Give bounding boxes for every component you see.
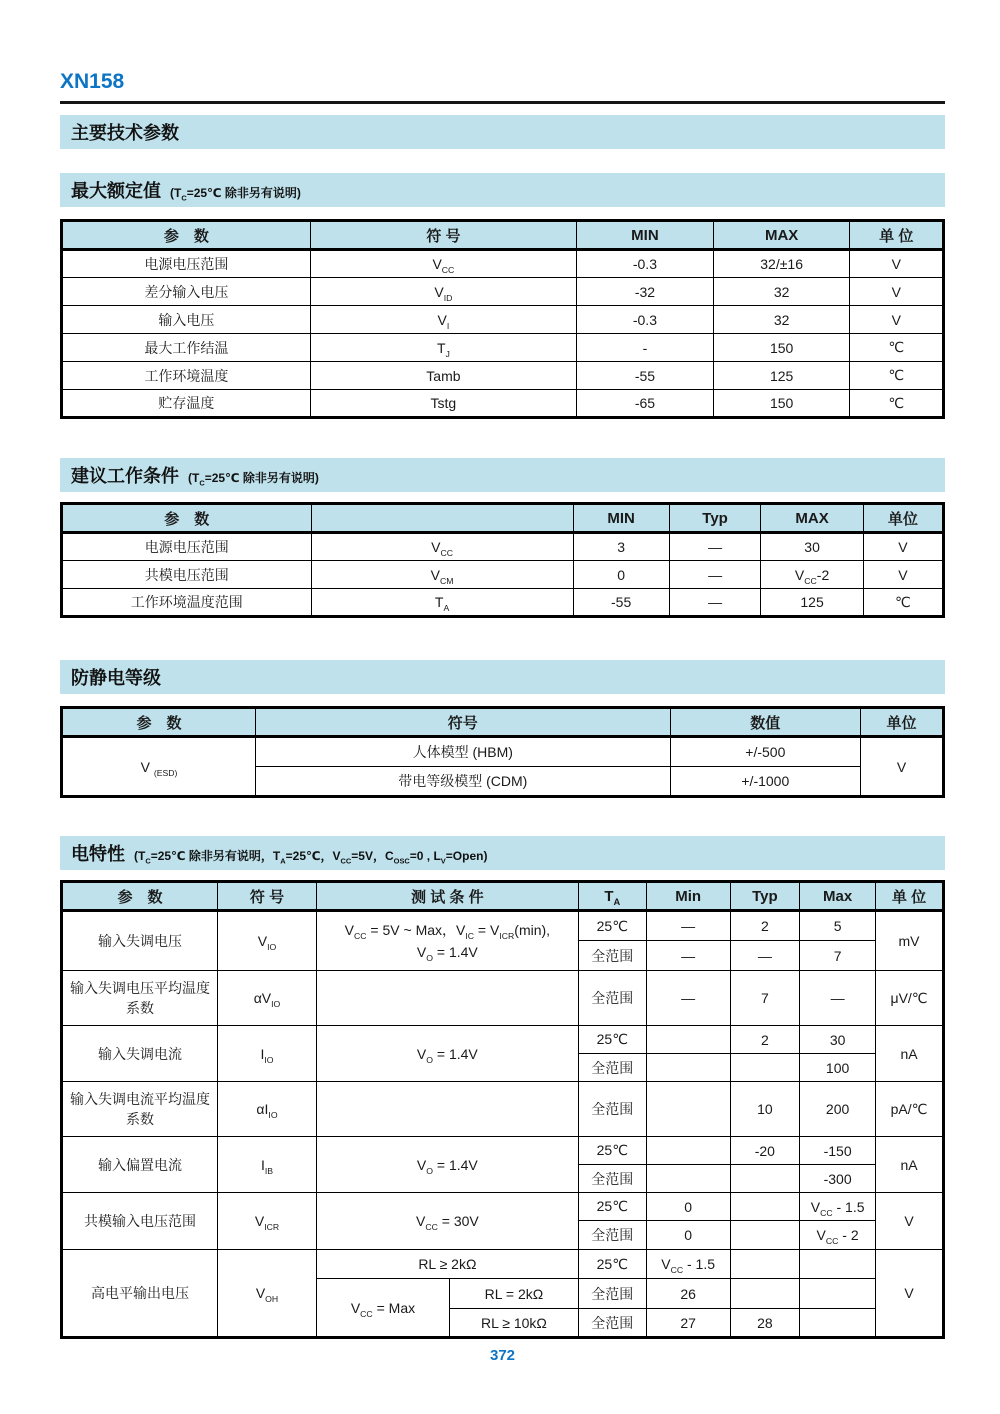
- page-title: XN158: [60, 70, 125, 93]
- table-row: [62, 737, 944, 767]
- unit-cell: V: [850, 278, 944, 306]
- section-title: 最大额定值: [71, 181, 161, 201]
- param-cell: 共模输入电压范围: [62, 1193, 218, 1250]
- symbol-cell: Tstg: [310, 390, 576, 418]
- unit-cell: μV/℃: [876, 971, 944, 1026]
- section-rec-conditions: [60, 458, 945, 492]
- ta-cell: 25℃: [578, 1193, 646, 1221]
- table-header-row: [62, 221, 944, 250]
- min-cell: 27: [646, 1309, 730, 1338]
- typ-cell: 2: [730, 1026, 800, 1054]
- min-cell: -0.3: [577, 250, 714, 278]
- min-cell: [646, 1054, 730, 1082]
- ta-cell: 25℃: [578, 1250, 646, 1279]
- max-ratings-table: [60, 219, 945, 419]
- header-param: 参 数: [62, 221, 311, 250]
- table-row: [62, 1250, 944, 1279]
- ta-cell: 全范围: [578, 971, 646, 1026]
- min-cell: -55: [577, 362, 714, 390]
- min-cell: —: [646, 911, 730, 941]
- symbol-cell: $I_{IB}$: [218, 1137, 317, 1193]
- table-row: [62, 390, 944, 418]
- table-row: [62, 1193, 944, 1221]
- max-cell: 150: [713, 334, 850, 362]
- min-cell: 0: [646, 1193, 730, 1221]
- symbol-cell: Tamb: [310, 362, 576, 390]
- unit-cell: ℃: [863, 589, 943, 617]
- table-header-row: [62, 504, 944, 533]
- table-header-row: [62, 882, 944, 911]
- page-number: 372: [489, 1347, 516, 1364]
- min-cell: -55: [573, 589, 669, 617]
- max-cell: [800, 1309, 876, 1338]
- table-row: [62, 1026, 944, 1054]
- symbol-cell: $V_{CC}$: [311, 533, 573, 561]
- header-symbol: 符号: [256, 708, 671, 737]
- min-cell: 26: [646, 1279, 730, 1309]
- condition-cell: [316, 911, 578, 971]
- symbol-cell: $\alpha I_{IO}$: [218, 1082, 317, 1137]
- table-row: [62, 589, 944, 617]
- param-cell: 工作环境温度范围: [62, 589, 312, 617]
- unit-cell: ℃: [850, 390, 944, 418]
- header-unit: 单 位: [876, 882, 944, 911]
- param-cell: 输入偏置电流: [62, 1137, 218, 1193]
- elec-characteristics-table: [60, 880, 945, 1339]
- condition-left-cell: $V_{CC}$ = Max: [316, 1279, 449, 1338]
- table-row: [62, 1082, 944, 1137]
- min-cell: [646, 1137, 730, 1165]
- table-row: [62, 533, 944, 561]
- section-title: 电特性: [71, 844, 125, 864]
- param-cell: V $_{(ESD)}$: [62, 737, 256, 797]
- unit-cell: nA: [876, 1026, 944, 1082]
- min-cell: [646, 1165, 730, 1193]
- ta-cell: 全范围: [578, 1082, 646, 1137]
- max-cell: -150: [800, 1137, 876, 1165]
- min-cell: [646, 1082, 730, 1137]
- header-value: 数值: [670, 708, 861, 737]
- header-test-condition: 测 试 条 件: [316, 882, 578, 911]
- typ-cell: [730, 1221, 800, 1250]
- min-cell: 0: [573, 561, 669, 589]
- min-cell: [646, 1026, 730, 1054]
- header-unit: 单位: [861, 708, 944, 737]
- param-cell: 输入失调电流: [62, 1026, 218, 1082]
- section-elec: [60, 836, 945, 870]
- header-max: Max: [800, 882, 876, 911]
- param-cell: 差分输入电压: [62, 278, 311, 306]
- model-cell: 人体模型 (HBM): [256, 737, 671, 767]
- max-cell: $V_{CC} - 2$: [800, 1221, 876, 1250]
- section-title: 防静电等级: [71, 668, 161, 688]
- typ-cell: 10: [730, 1082, 800, 1137]
- condition-right-cell: RL ≥ 10kΩ: [450, 1309, 579, 1338]
- ta-cell: 25℃: [578, 1026, 646, 1054]
- header-blank: [311, 504, 573, 533]
- header-max: MAX: [713, 221, 850, 250]
- param-cell: 工作环境温度: [62, 362, 311, 390]
- condition-cell: RL ≥ 2kΩ: [316, 1250, 578, 1279]
- condition-cell: [316, 1082, 578, 1137]
- header-param: 参 数: [62, 882, 218, 911]
- section-note: ($T_C=25℃$ 除非另有说明): [170, 186, 301, 203]
- ta-cell: 全范围: [578, 1221, 646, 1250]
- max-cell: 125: [713, 362, 850, 390]
- typ-cell: [730, 1250, 800, 1279]
- param-cell: 输入失调电压: [62, 911, 218, 971]
- typ-cell: -20: [730, 1137, 800, 1165]
- max-cell: 30: [800, 1026, 876, 1054]
- symbol-cell: $V_{IO}$: [218, 911, 317, 971]
- max-cell: -300: [800, 1165, 876, 1193]
- typ-cell: —: [669, 533, 761, 561]
- param-cell: 输入失调电流平均温度系数: [62, 1082, 218, 1137]
- max-cell: $V_{CC}-2$: [761, 561, 863, 589]
- min-cell: —: [646, 971, 730, 1026]
- typ-cell: [730, 1054, 800, 1082]
- rec-conditions-table: [60, 502, 945, 618]
- value-cell: +/-500: [670, 737, 861, 767]
- section-max-ratings: [60, 173, 945, 207]
- header-unit: 单 位: [850, 221, 944, 250]
- param-cell: 输入电压: [62, 306, 311, 334]
- header-typ: Typ: [730, 882, 800, 911]
- condition-cell: $V_O = 1.4V$: [316, 1137, 578, 1193]
- symbol-cell: $V_{ID}$: [310, 278, 576, 306]
- param-cell: 共模电压范围: [62, 561, 312, 589]
- table-row: [62, 334, 944, 362]
- ta-cell: 全范围: [578, 1309, 646, 1338]
- param-cell: 贮存温度: [62, 390, 311, 418]
- param-cell: 高电平输出电压: [62, 1250, 218, 1338]
- header-param: 参 数: [62, 504, 312, 533]
- ta-cell: 25℃: [578, 1137, 646, 1165]
- unit-cell: mV: [876, 911, 944, 971]
- table-row: [62, 561, 944, 589]
- typ-cell: 7: [730, 971, 800, 1026]
- section-title: 主要技术参数: [71, 123, 179, 143]
- min-cell: -: [577, 334, 714, 362]
- unit-cell: ℃: [850, 362, 944, 390]
- min-cell: 3: [573, 533, 669, 561]
- header-ta: $T_A$: [578, 882, 646, 911]
- ta-cell: 全范围: [578, 1279, 646, 1309]
- ta-cell: 全范围: [578, 941, 646, 971]
- max-cell: 100: [800, 1054, 876, 1082]
- header-max: MAX: [761, 504, 863, 533]
- min-cell: —: [646, 941, 730, 971]
- esd-table: [60, 706, 945, 798]
- max-cell: 32: [713, 278, 850, 306]
- ta-cell: 25℃: [578, 911, 646, 941]
- unit-cell: nA: [876, 1137, 944, 1193]
- section-main-params: [60, 115, 945, 149]
- max-cell: 7: [800, 941, 876, 971]
- symbol-cell: $V_{OH}$: [218, 1250, 317, 1338]
- symbol-cell: $V_I$: [310, 306, 576, 334]
- unit-cell: ℃: [850, 334, 944, 362]
- table-row: [62, 1137, 944, 1165]
- param-cell: 电源电压范围: [62, 533, 312, 561]
- unit-cell: V: [863, 561, 943, 589]
- param-cell: 电源电压范围: [62, 250, 311, 278]
- typ-cell: —: [669, 561, 761, 589]
- max-cell: [800, 1279, 876, 1309]
- header-symbol: 符 号: [218, 882, 317, 911]
- typ-cell: 2: [730, 911, 800, 941]
- unit-cell: V: [876, 1193, 944, 1250]
- param-cell: 最大工作结温: [62, 334, 311, 362]
- table-header-row: [62, 708, 944, 737]
- table-row: [62, 911, 944, 941]
- table-row: [62, 362, 944, 390]
- header-unit: 单位: [863, 504, 943, 533]
- condition-cell: $V_O = 1.4V$: [316, 1026, 578, 1082]
- symbol-cell: $V_{ICR}$: [218, 1193, 317, 1250]
- typ-cell: —: [669, 589, 761, 617]
- max-cell: 32/±16: [713, 250, 850, 278]
- typ-cell: 28: [730, 1309, 800, 1338]
- table-row: [62, 250, 944, 278]
- typ-cell: [730, 1279, 800, 1309]
- section-note: ($T_C=25℃$ 除非另有说明，$T_A=25℃$，$V_{CC}=5V$，$C_{OSC}=0$ , $L_V=Open$): [134, 849, 488, 866]
- header-min: MIN: [573, 504, 669, 533]
- header-symbol: 符 号: [310, 221, 576, 250]
- symbol-cell: $V_{CM}$: [311, 561, 573, 589]
- min-cell: $V_{CC} - 1.5$: [646, 1250, 730, 1279]
- header-param: 参 数: [62, 708, 256, 737]
- max-cell: $V_{CC} - 1.5$: [800, 1193, 876, 1221]
- unit-cell: V: [850, 250, 944, 278]
- typ-cell: —: [730, 941, 800, 971]
- header-rule: [60, 101, 945, 104]
- max-cell: 200: [800, 1082, 876, 1137]
- unit-cell: V: [861, 737, 944, 797]
- symbol-cell: $T_J$: [310, 334, 576, 362]
- max-cell: 30: [761, 533, 863, 561]
- symbol-cell: $\alpha V_{IO}$: [218, 971, 317, 1026]
- header-min: Min: [646, 882, 730, 911]
- typ-cell: [730, 1165, 800, 1193]
- unit-cell: V: [850, 306, 944, 334]
- max-cell: 32: [713, 306, 850, 334]
- ta-cell: 全范围: [578, 1165, 646, 1193]
- section-note: ($T_C=25℃$ 除非另有说明): [188, 471, 319, 488]
- unit-cell: V: [876, 1250, 944, 1338]
- condition-right-cell: RL = 2kΩ: [450, 1279, 579, 1309]
- ta-cell: 全范围: [578, 1054, 646, 1082]
- symbol-cell: $I_{IO}$: [218, 1026, 317, 1082]
- min-cell: -65: [577, 390, 714, 418]
- header-min: MIN: [577, 221, 714, 250]
- symbol-cell: $V_{CC}$: [310, 250, 576, 278]
- min-cell: -0.3: [577, 306, 714, 334]
- max-cell: —: [800, 971, 876, 1026]
- param-cell: 输入失调电压平均温度系数: [62, 971, 218, 1026]
- table-row: [62, 306, 944, 334]
- value-cell: +/-1000: [670, 767, 861, 797]
- condition-line1: $V_{CC} = 5V$ ~ Max，$V_{IC} = V_{ICR}(\min)$,: [344, 921, 551, 941]
- max-cell: [800, 1250, 876, 1279]
- max-cell: 5: [800, 911, 876, 941]
- model-cell: 带电等级模型 (CDM): [256, 767, 671, 797]
- condition-cell: [316, 971, 578, 1026]
- condition-cell: $V_{CC} = 30V$: [316, 1193, 578, 1250]
- unit-cell: pA/℃: [876, 1082, 944, 1137]
- table-row: [62, 278, 944, 306]
- max-cell: 125: [761, 589, 863, 617]
- section-esd: [60, 660, 945, 694]
- condition-line2: $V_O = 1.4V$: [416, 944, 478, 963]
- min-cell: 0: [646, 1221, 730, 1250]
- typ-cell: [730, 1193, 800, 1221]
- table-row: [62, 971, 944, 1026]
- header-typ: Typ: [669, 504, 761, 533]
- unit-cell: V: [863, 533, 943, 561]
- min-cell: -32: [577, 278, 714, 306]
- max-cell: 150: [713, 390, 850, 418]
- symbol-cell: $T_A$: [311, 589, 573, 617]
- section-title: 建议工作条件: [71, 466, 179, 486]
